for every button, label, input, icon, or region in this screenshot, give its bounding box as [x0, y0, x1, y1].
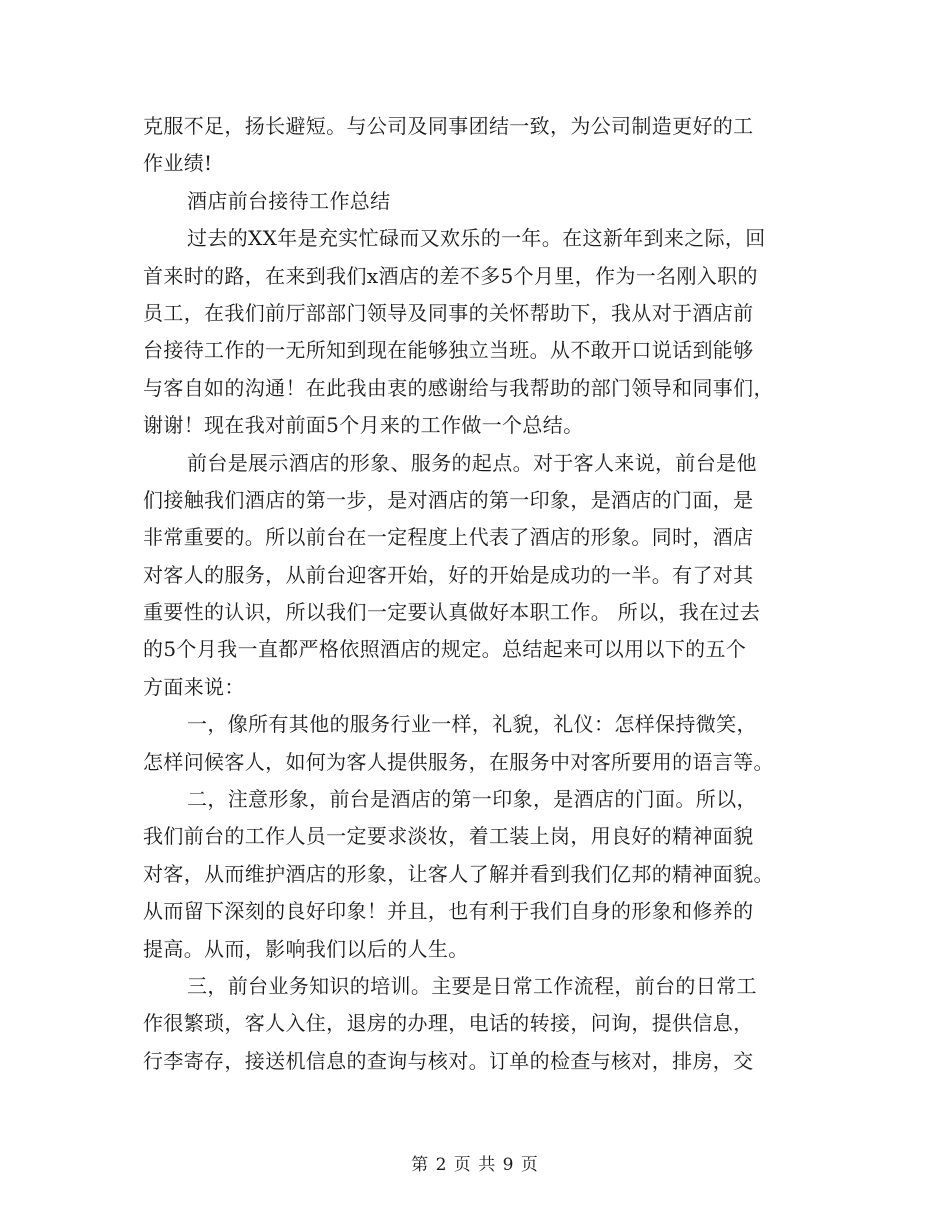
page-number-footer: 第 2 页 共 9 页 [411, 1155, 539, 1175]
text-line: 行李寄存，接送机信息的查询与核对。订单的检查与核对，排房，交 [143, 1048, 754, 1073]
text-line: 作业绩! [143, 151, 213, 176]
text-line: 作很繁琐，客人入住，退房的办理，电话的转接，问询，提供信息， [143, 1011, 754, 1036]
text-line: 非常重要的。所以前台在一定程度上代表了酒店的形象。同时，酒店 [143, 525, 754, 550]
text-line: 三，前台业务知识的培训。主要是日常工作流程，前台的日常工 [187, 973, 757, 998]
text-line: 一，像所有其他的服务行业一样，礼貌，礼仪：怎样保持微笑， [187, 712, 757, 737]
text-line: 台接待工作的一无所知到现在能够独立当班。从不敢开口说话到能够 [143, 338, 754, 363]
text-line: 我们前台的工作人员一定要求淡妆，着工装上岗，用良好的精神面貌 [143, 824, 754, 849]
text-line: 二，注意形象，前台是酒店的第一印象，是酒店的门面。所以， [187, 787, 757, 812]
text-line: 对客，从而维护酒店的形象，让客人了解并看到我们亿邦的精神面貌。 [143, 861, 774, 886]
text-line: 从而留下深刻的良好印象！并且，也有利于我们自身的形象和修养的 [143, 899, 754, 924]
text-line: 与客自如的沟通！在此我由衷的感谢给与我帮助的部门领导和同事们， [143, 375, 774, 400]
text-line: 前台是展示酒店的形象、服务的起点。对于客人来说，前台是他 [187, 450, 757, 475]
text-line: 员工，在我们前厅部部门领导及同事的关怀帮助下，我从对于酒店前 [143, 300, 754, 325]
text-line: 的5个月我一直都严格依照酒店的规定。总结起来可以用以下的五个 [143, 637, 747, 662]
text-line: 怎样问候客人，如何为客人提供服务，在服务中对客所要用的语言等。 [143, 749, 774, 774]
text-line: 方面来说： [143, 674, 245, 699]
text-line: 对客人的服务，从前台迎客开始，好的开始是成功的一半。有了对其 [143, 562, 754, 587]
text-line: 克服不足，扬长避短。与公司及同事团结一致，为公司制造更好的工 [143, 114, 754, 138]
text-line: 们接触我们酒店的第一步，是对酒店的第一印象，是酒店的门面，是 [143, 487, 754, 512]
body-text [143, 108, 823, 1080]
text-line: 过去的XX年是充实忙碌而又欢乐的一年。在这新年到来之际，回 [187, 226, 766, 251]
text-line: 提高。从而，影响我们以后的人生。 [143, 936, 469, 961]
text-line: 重要性的认识，所以我们一定要认真做好本职工作。 所以，我在过去 [143, 600, 761, 625]
text-line: 谢谢！现在我对前面5个月来的工作做一个总结。 [143, 413, 584, 438]
text-line: 首来时的路，在来到我们x酒店的差不多5个月里，作为一名刚入职的 [143, 263, 758, 288]
section-heading: 酒店前台接待工作总结 [187, 188, 391, 213]
